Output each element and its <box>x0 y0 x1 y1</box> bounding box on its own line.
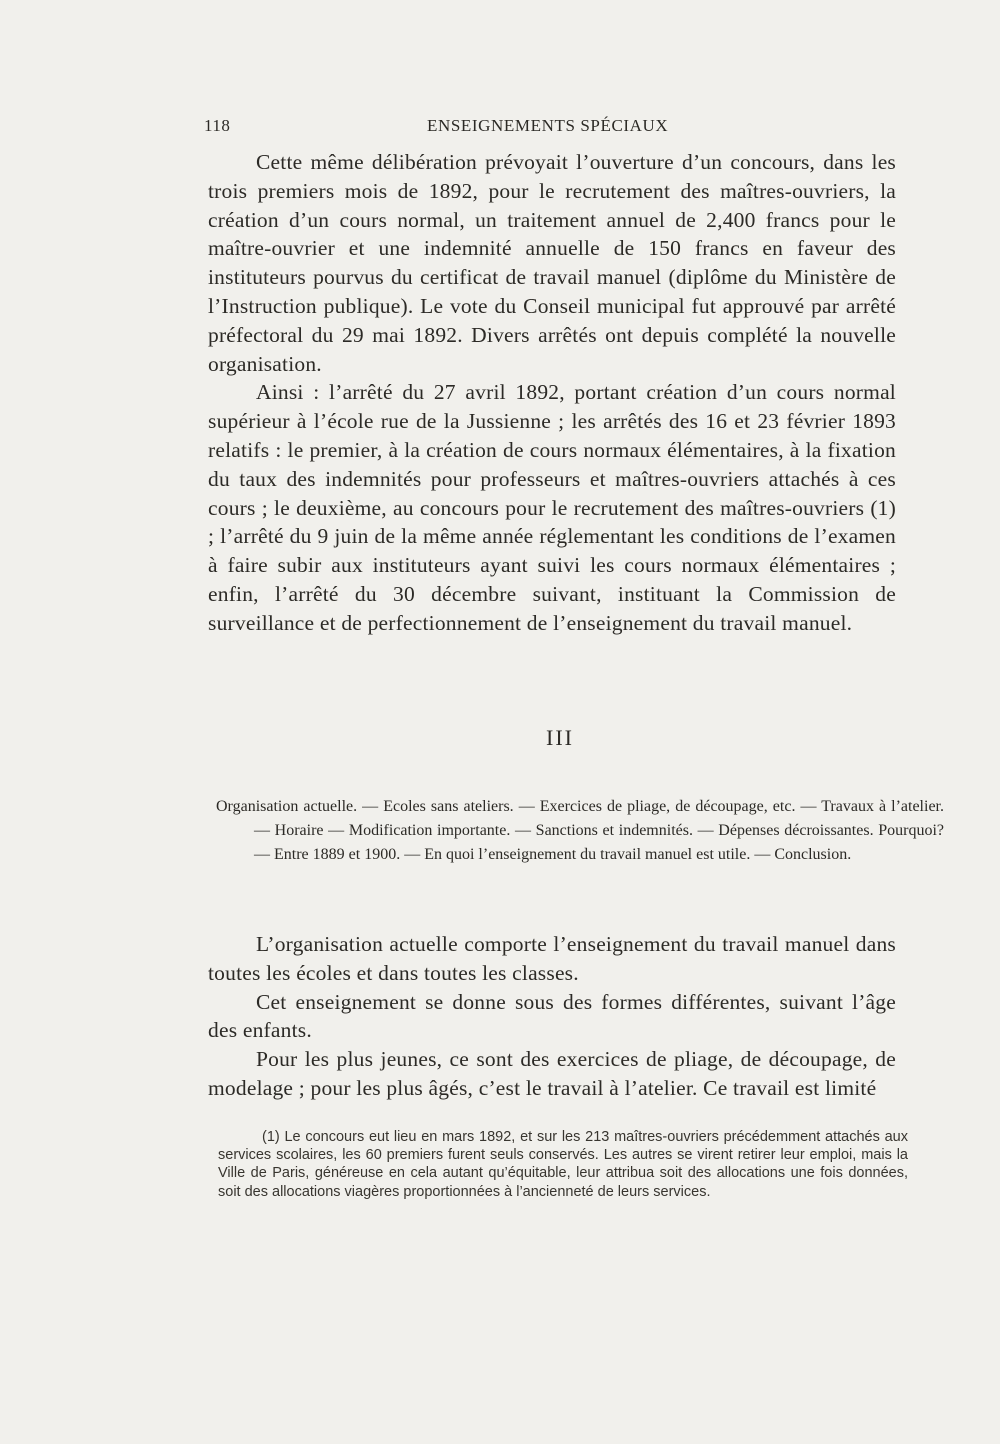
paragraph: Cet enseignement se donne sous des formes différentes, suivant l’âge des enfants. <box>208 989 896 1043</box>
running-head <box>204 116 894 140</box>
section-summary: Organisation actuelle. — Ecoles sans ateliers. — Exercices de pliage, de découpage, etc. — Travaux à l’atelier. — Horaire — Modification importante. — Sanctions et indemnités. — Dépenses décroissantes. Pourquoi? — Entre 1889 et 1900. — En quoi l’enseignement du travail manuel est utile. — Conclusion. <box>216 798 944 863</box>
body-text-top <box>208 148 896 638</box>
paragraph: L’organisation actuelle comporte l’enseignement du travail manuel dans toutes les écoles et dans toutes les classes. <box>208 932 896 985</box>
section-number: III <box>546 725 574 750</box>
page-number: 118 <box>204 116 231 135</box>
paragraph: Pour les plus jeunes, ce sont des exercices de pliage, de découpage, de modelage ; pour les plus âgés, c’est le travail à l’atelier. Ce travail est limité <box>208 1047 896 1100</box>
footnote <box>218 1128 908 1201</box>
running-title: ENSEIGNEMENTS SPÉCIAUX <box>427 116 669 135</box>
footnote-text: (1) Le concours eut lieu en mars 1892, et sur les 213 maîtres-ouvriers précédemment attachés aux services scolaires, les 60 premiers furent seuls conservés. Les autres se virent retirer leur emploi, mais la Ville de Paris, généreuse en cela autant qu’équitable, leur attribua soit des allocations une fois données, soit des allocations viagères proportionnées à l’ancienneté de leurs services. <box>218 1129 908 1200</box>
paragraph: Cette même délibération prévoyait l’ouverture d’un concours, dans les trois premiers mois de 1892, pour le recrutement des maîtres-ouvriers, la création d’un cours normal, un traitement annuel de 2,400 francs pour le maître-ouvrier et une indemnité annuelle de 150 francs en faveur des instituteurs pourvus du certificat de travail manuel (diplôme du Ministère de l’Instruction publique). Le vote du Conseil municipal fut approuvé par arrêté préfectoral du 29 mai 1892. Divers arrêtés ont depuis complété la nouvelle organisation. <box>208 150 896 376</box>
body-text-bottom <box>208 930 896 1103</box>
paragraph: Ainsi : l’arrêté du 27 avril 1892, portant création d’un cours normal supérieur à l’école rue de la Jussienne ; les arrêtés des 16 et 23 février 1893 relatifs : le premier, à la création de cours normaux élémentaires, à la fixation du taux des indemnités pour professeurs et maîtres-ouvriers attachés à ces cours ; le deuxième, au concours pour le recrutement des maîtres-ouvriers (1) ; l’arrêté du 9 juin de la même année réglementant les conditions de l’examen à faire subir aux instituteurs ayant suivi les cours normaux élémentaires ; enfin, l’arrêté du 30 décembre suivant, instituant la Commission de surveillance et de perfectionnement de l’enseignement du travail manuel. <box>208 380 896 635</box>
